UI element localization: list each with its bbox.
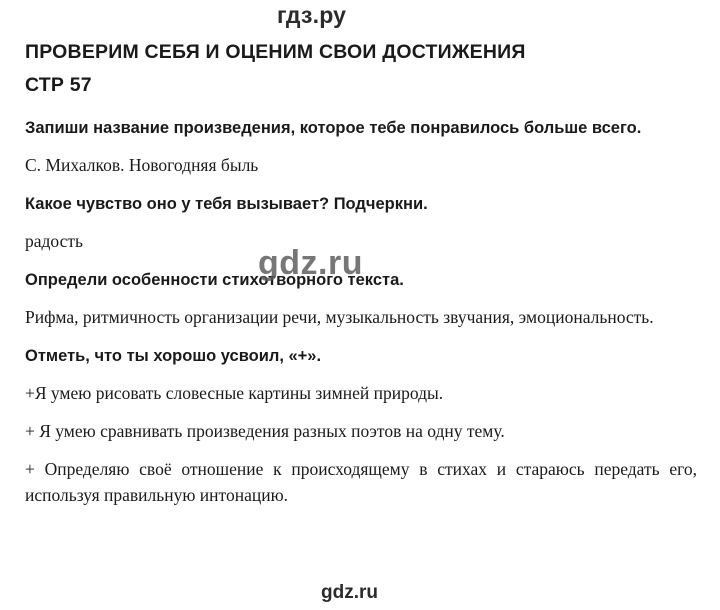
page-number-label: СТР 57 <box>25 74 92 97</box>
answer-1: С. Михалков. Новогодняя быль <box>25 154 259 175</box>
answer-4-line-2: + Я умею сравнивать произведения разных поэтов на одну тему. <box>25 420 505 441</box>
page-title: ПРОВЕРИМ СЕБЯ И ОЦЕНИМ СВОИ ДОСТИЖЕНИЯ <box>25 41 526 63</box>
question-4: Отметь, что ты хорошо усвоил, «+». <box>25 346 322 365</box>
answer-2: радость <box>25 230 84 251</box>
question-1: Запиши название произведения, которое тебе понравилось больше всего. <box>25 118 642 137</box>
answer-3: Рифма, ритмичность организации речи, музыкальность звучания, эмоциональность. <box>25 306 654 327</box>
question-2: Какое чувство оно у тебя вызывает? Подчеркни. <box>25 194 428 213</box>
site-logo-top[interactable]: гдз.ру <box>277 2 347 28</box>
watermark: gdz.ru <box>258 244 363 282</box>
answer-4-line-3: + Определяю своё отношение к происходящему в стихах и стараюсь передать его, используя правильную интонацию. <box>25 459 697 506</box>
answer-4-line-1: +Я умею рисовать словесные картины зимней природы. <box>25 382 444 403</box>
question-3: Определи особенности стихотворного текста. <box>25 270 404 289</box>
site-logo-bottom[interactable]: gdz.ru <box>321 582 378 603</box>
